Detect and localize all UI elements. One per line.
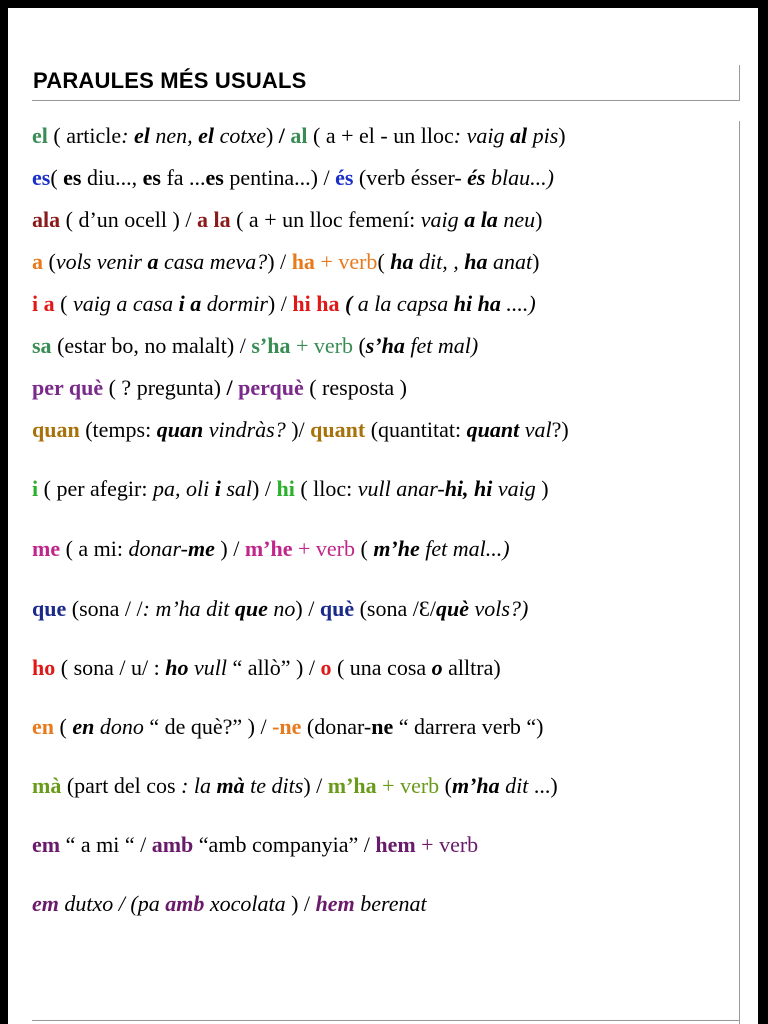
text-segment: ( article	[47, 123, 122, 148]
text-segment: ?)	[551, 417, 569, 442]
text-segment: + verb	[376, 773, 440, 798]
text-segment: ha	[464, 249, 488, 274]
text-segment: (	[54, 291, 73, 316]
text-segment: (sona /Ɛ/	[354, 596, 437, 621]
word-line	[32, 832, 478, 858]
text-segment: a	[32, 249, 43, 274]
word-line	[32, 375, 407, 401]
text-segment: hi	[276, 476, 295, 501]
text-segment: dono	[94, 714, 144, 739]
text-segment: ) /	[214, 536, 245, 561]
text-segment: vull	[188, 655, 227, 680]
text-segment: hem	[375, 832, 416, 857]
text-segment: /	[278, 123, 285, 148]
text-segment: ) /	[267, 249, 292, 274]
text-segment: xocolata	[204, 891, 286, 916]
text-segment: què	[319, 596, 355, 621]
text-segment: (	[439, 773, 452, 798]
text-segment: “ a mi “ /	[60, 832, 152, 857]
text-segment: “ allò” ) /	[227, 655, 321, 680]
text-segment: vols?)	[469, 596, 529, 621]
text-segment: “ darrera verb “)	[393, 714, 544, 739]
text-segment: m’he	[373, 536, 420, 561]
text-segment: me	[187, 536, 215, 561]
text-segment: fet mal...)	[419, 536, 510, 561]
text-segment: (quantitat:	[365, 417, 467, 442]
text-segment: te dits	[244, 773, 304, 798]
text-segment: es	[205, 165, 224, 190]
text-segment: (sona / /	[66, 596, 143, 621]
text-segment: val	[519, 417, 552, 442]
text-segment: ne	[371, 714, 394, 739]
text-segment: hi ha	[453, 291, 501, 316]
text-segment: ha	[390, 249, 414, 274]
text-segment: neu	[497, 207, 536, 232]
word-line	[32, 207, 542, 233]
text-segment: mà	[32, 773, 62, 798]
text-segment: què	[436, 596, 470, 621]
text-segment: ( a mi:	[60, 536, 129, 561]
text-segment: berenat	[354, 891, 427, 916]
text-segment: fa ...	[160, 165, 206, 190]
word-line	[32, 417, 569, 443]
text-segment: )	[535, 207, 543, 232]
text-segment: a la	[196, 207, 231, 232]
text-segment: (estar bo, no malalt) /	[51, 333, 252, 358]
word-line	[32, 476, 549, 502]
text-segment: (donar-	[301, 714, 372, 739]
text-segment: m’ha	[327, 773, 377, 798]
text-segment: dit	[499, 773, 529, 798]
text-segment: me	[32, 536, 61, 561]
text-segment: s’ha	[251, 333, 291, 358]
bottom-border	[32, 1020, 740, 1021]
text-segment: vindràs?	[203, 417, 286, 442]
word-line	[32, 291, 536, 317]
text-segment: quant	[466, 417, 520, 442]
text-segment: )	[558, 123, 566, 148]
text-segment: dit, ,	[413, 249, 465, 274]
text-segment: (verb ésser-	[353, 165, 468, 190]
text-segment: )	[532, 249, 540, 274]
text-segment: ...)	[528, 773, 558, 798]
text-segment: ( una cosa	[331, 655, 432, 680]
text-segment: nen,	[149, 123, 199, 148]
text-segment: a la capsa	[352, 291, 454, 316]
word-line	[32, 596, 528, 622]
text-segment: “amb companyia” /	[193, 832, 376, 857]
text-segment: en	[72, 714, 95, 739]
text-segment: m’ha	[451, 773, 500, 798]
word-line	[32, 123, 566, 149]
text-segment: : m’ha dit	[142, 596, 235, 621]
text-segment: + verb	[292, 536, 355, 561]
word-line	[32, 773, 558, 799]
word-line	[32, 655, 501, 681]
word-line	[32, 536, 510, 562]
text-segment: diu...,	[81, 165, 143, 190]
text-segment: dutxo / (pa	[58, 891, 166, 916]
text-segment: (	[344, 291, 353, 316]
text-segment: amb	[151, 832, 194, 857]
text-segment: vull anar-	[357, 476, 445, 501]
text-segment: ( d’un ocell ) /	[60, 207, 197, 232]
text-segment: s’ha	[365, 333, 405, 358]
text-segment: m’he	[244, 536, 293, 561]
text-segment: és	[335, 165, 354, 190]
text-segment: perquè	[232, 375, 304, 400]
text-segment: (temps:	[79, 417, 157, 442]
text-segment: hem	[315, 891, 355, 916]
text-segment: per què	[32, 375, 104, 400]
text-segment: ala	[32, 207, 61, 232]
text-segment: ( a + el - un lloc	[307, 123, 454, 148]
text-segment: el	[134, 123, 150, 148]
text-segment: em	[32, 891, 59, 916]
text-segment: el	[198, 123, 215, 148]
text-segment: hi ha	[292, 291, 340, 316]
text-segment: quant	[310, 417, 366, 442]
text-segment: cotxe	[214, 123, 266, 148]
text-segment: (	[354, 536, 374, 561]
text-segment: ( resposta )	[303, 375, 407, 400]
text-segment: no	[267, 596, 296, 621]
text-segment: a	[147, 249, 159, 274]
word-line	[32, 891, 427, 917]
page-title: PARAULES MÉS USUALS	[33, 68, 307, 93]
text-segment: ....)	[500, 291, 536, 316]
text-segment: i	[214, 476, 221, 501]
text-segment: ( per afegir:	[38, 476, 153, 501]
text-segment: ) /	[295, 596, 320, 621]
text-segment: vaig a casa	[72, 291, 179, 316]
text-segment: : la	[181, 773, 217, 798]
text-segment: mà	[216, 773, 245, 798]
text-segment: ( sona / u/ :	[55, 655, 166, 680]
word-line	[32, 714, 543, 740]
text-segment: casa meva?	[158, 249, 268, 274]
text-segment: i a	[178, 291, 202, 316]
text-segment: )	[535, 476, 549, 501]
text-segment: pis	[527, 123, 559, 148]
text-segment: ho	[32, 655, 56, 680]
text-segment: (	[50, 165, 64, 190]
text-segment: amb	[165, 891, 205, 916]
text-segment: (part del cos	[61, 773, 182, 798]
text-segment: pa, oli	[152, 476, 215, 501]
text-segment: alltra)	[442, 655, 501, 680]
text-segment: es	[63, 165, 82, 190]
text-segment: quan	[32, 417, 80, 442]
text-segment: es	[142, 165, 161, 190]
text-segment: (	[377, 249, 391, 274]
text-segment: )	[265, 123, 279, 148]
text-segment: i a	[32, 291, 55, 316]
text-segment: ( lloc:	[294, 476, 358, 501]
text-segment: :	[121, 123, 135, 148]
text-segment: -ne	[272, 714, 302, 739]
text-segment: + verb	[314, 249, 378, 274]
text-segment: ho	[165, 655, 189, 680]
text-segment: ) /	[252, 476, 277, 501]
text-segment: al	[509, 123, 528, 148]
text-segment: (	[352, 333, 366, 358]
text-segment: en	[32, 714, 54, 739]
text-segment: ( a + un lloc femení:	[230, 207, 421, 232]
text-segment: : vaig	[453, 123, 510, 148]
text-segment: que	[234, 596, 268, 621]
text-segment: sa	[32, 333, 52, 358]
text-segment: blau...)	[485, 165, 554, 190]
word-line	[32, 333, 478, 359]
title-right-border	[739, 65, 740, 101]
text-segment: hi, hi	[444, 476, 493, 501]
text-segment: al	[284, 123, 308, 148]
text-segment: vaig	[492, 476, 536, 501]
text-segment: ) /	[285, 891, 316, 916]
word-line	[32, 165, 554, 191]
text-segment: dormir	[201, 291, 268, 316]
text-segment: ha	[291, 249, 315, 274]
text-segment: )/	[285, 417, 311, 442]
text-segment: el	[32, 123, 48, 148]
text-segment: donar-	[128, 536, 188, 561]
text-segment: vols venir	[55, 249, 148, 274]
word-line	[32, 249, 539, 275]
text-segment: em	[32, 832, 61, 857]
text-segment: i	[32, 476, 39, 501]
text-segment: /	[226, 375, 233, 400]
document-page	[8, 8, 758, 1024]
text-segment: sal	[220, 476, 252, 501]
text-segment: pentina...) /	[223, 165, 336, 190]
content-right-border	[739, 121, 740, 1024]
text-segment: vaig	[420, 207, 465, 232]
text-segment: es	[32, 165, 51, 190]
title-underline	[32, 100, 740, 101]
text-segment: fet mal)	[404, 333, 479, 358]
text-segment: (	[54, 714, 73, 739]
text-segment: “ de què?” ) /	[143, 714, 273, 739]
text-segment: a la	[464, 207, 498, 232]
text-segment: quan	[156, 417, 204, 442]
text-segment: + verb	[290, 333, 353, 358]
text-segment: ) /	[267, 291, 293, 316]
text-segment: + verb	[415, 832, 479, 857]
text-segment: o	[431, 655, 443, 680]
text-segment: (	[43, 249, 56, 274]
text-segment: és	[467, 165, 486, 190]
text-segment: o	[320, 655, 332, 680]
text-segment: anat	[487, 249, 533, 274]
text-segment: ( ? pregunta)	[103, 375, 227, 400]
text-segment: que	[32, 596, 67, 621]
text-segment: ) /	[303, 773, 328, 798]
